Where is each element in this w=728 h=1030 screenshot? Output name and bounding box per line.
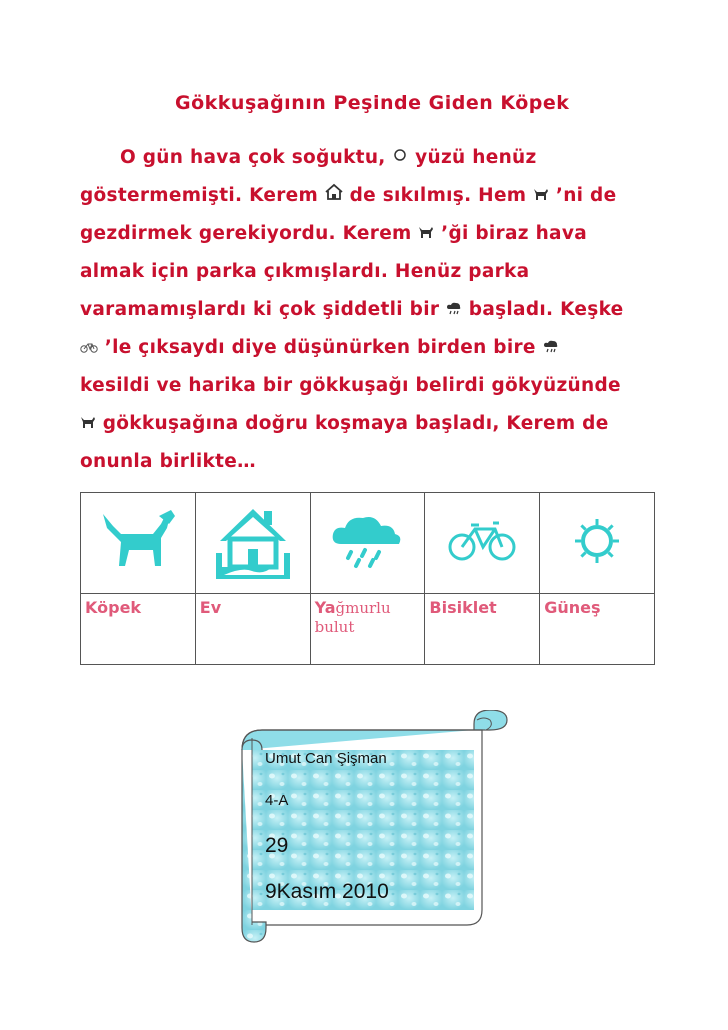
legend-cell xyxy=(540,493,655,594)
legend-labels-row xyxy=(81,594,655,665)
story-line xyxy=(80,370,640,408)
house-icon xyxy=(212,566,294,585)
story-line xyxy=(80,256,640,294)
legend-icons-row xyxy=(81,493,655,594)
rain-cloud-icon xyxy=(329,555,405,574)
story-text: ’ni de xyxy=(555,185,617,206)
story-text: ’le çıksaydı diye düşünürken birden bire xyxy=(104,337,536,358)
house-icon xyxy=(325,180,343,212)
rain-cloud-icon xyxy=(543,332,559,364)
label-dog: Köpek xyxy=(85,598,142,617)
rain-cloud-icon xyxy=(446,294,462,326)
story-line xyxy=(80,446,640,484)
legend-label xyxy=(81,594,196,665)
story-text: varamamışlardı ki çok şiddetli bir xyxy=(80,299,440,320)
story-text: onunla birlikte… xyxy=(80,451,256,472)
story-line xyxy=(80,294,640,332)
label-bicycle: Bisiklet xyxy=(429,598,497,617)
legend-label xyxy=(195,594,310,665)
label-house: Ev xyxy=(199,598,222,617)
legend-label xyxy=(540,594,655,665)
legend-cell xyxy=(81,493,196,594)
story-text: ’ği biraz hava xyxy=(441,223,587,244)
bicycle-icon xyxy=(447,548,517,567)
sun-icon xyxy=(573,550,621,569)
label-rain-cloud: Ya xyxy=(314,598,336,617)
date: 9Kasım 2010 xyxy=(265,880,389,903)
story-text: gökkuşağına doğru koşmaya başladı, Kerem de xyxy=(102,413,609,434)
story-line xyxy=(80,408,640,446)
student-name: Umut Can Şişman xyxy=(265,750,387,767)
story-line xyxy=(80,332,640,370)
label-rain-cloud-part: ğmurlu xyxy=(335,599,391,617)
dog-icon xyxy=(533,180,549,212)
dog-icon xyxy=(99,561,177,580)
story-line xyxy=(80,180,640,218)
dog-icon xyxy=(80,408,96,440)
story-text: almak için parka çıkmışlardı. Henüz parka xyxy=(80,261,530,282)
student-class: 4-A xyxy=(265,792,289,809)
story-text: kesildi ve harika bir gökkuşağı belirdi gökyüzünde xyxy=(80,375,621,396)
story-text: de sıkılmış. Hem xyxy=(349,185,527,206)
page-title: Gökkuşağının Peşinde Giden Köpek xyxy=(175,92,570,114)
legend-table xyxy=(80,492,655,665)
story-paragraph xyxy=(80,142,640,484)
scroll-text xyxy=(265,750,389,904)
legend-label xyxy=(310,594,425,665)
legend-label xyxy=(425,594,540,665)
story-line xyxy=(80,142,640,180)
story-text: gezdirmek gerekiyordu. Kerem xyxy=(80,223,412,244)
label-rain-cloud-part: bulut xyxy=(314,618,355,636)
dog-icon xyxy=(418,218,434,250)
legend-cell xyxy=(195,493,310,594)
story-line xyxy=(80,218,640,256)
label-sun: Güneş xyxy=(544,598,601,617)
legend-cell xyxy=(310,493,425,594)
bicycle-icon xyxy=(80,332,98,364)
story-text: yüzü henüz xyxy=(415,147,537,168)
story-text: O gün hava çok soğuktu, xyxy=(120,147,386,168)
story-text: başladı. Keşke xyxy=(468,299,624,320)
sun-icon xyxy=(392,142,408,174)
story-text: göstermemişti. Kerem xyxy=(80,185,319,206)
student-number: 29 xyxy=(265,834,289,857)
legend-cell xyxy=(425,493,540,594)
